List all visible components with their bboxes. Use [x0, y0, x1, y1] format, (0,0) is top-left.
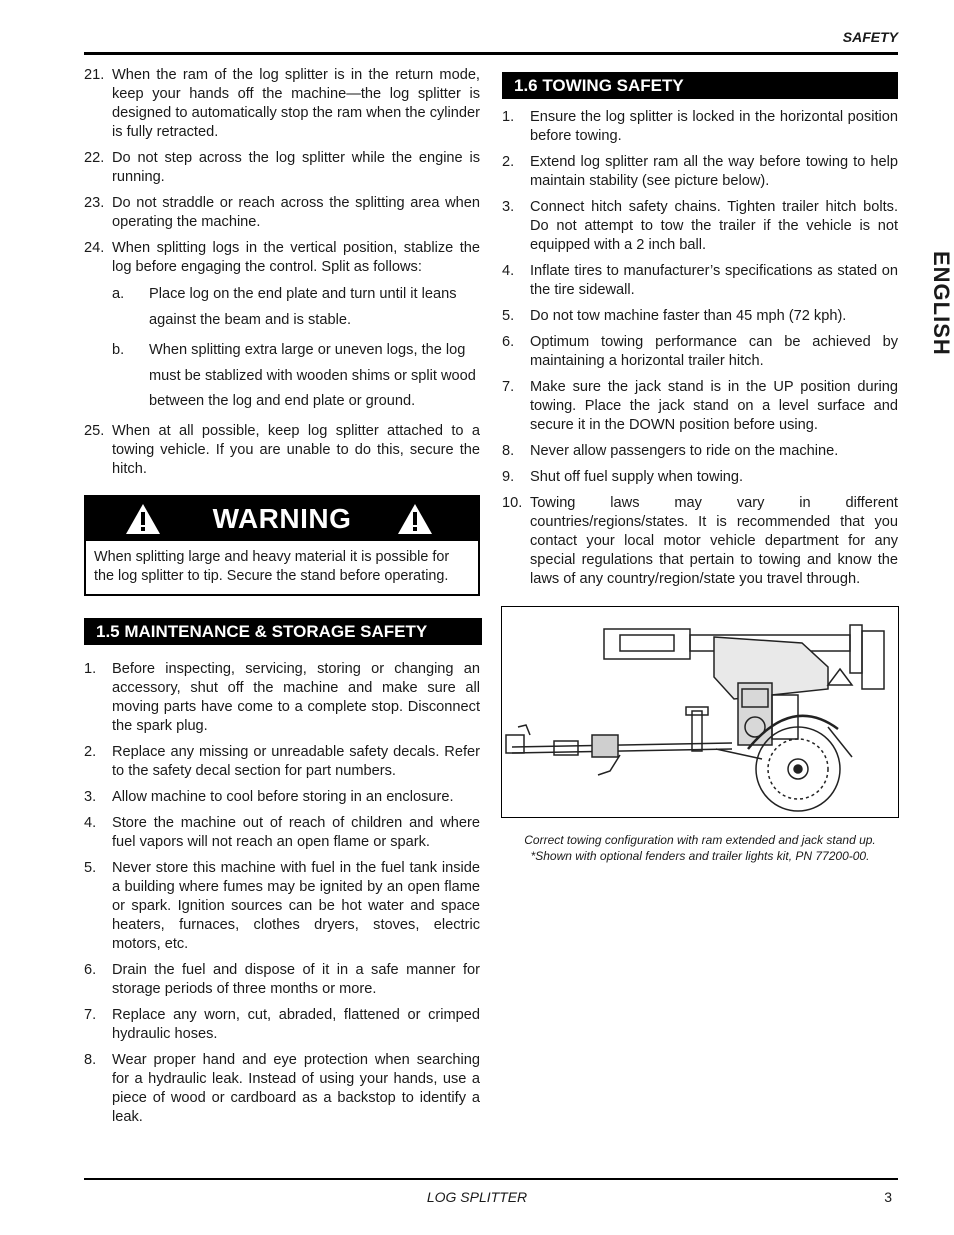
list-item: 2. Replace any missing or unreadable safety decals. Refer to the safety decal section for part numbers.: [84, 743, 480, 779]
right-column: [502, 72, 898, 596]
figure-caption: [501, 832, 899, 864]
list-item: 10. Towing laws may vary in different countries/regions/states. It is recommended that you contact your local motor vehicle department for any special regulations that pertain to towing and know the laws of any country/region/state you travel through.: [502, 495, 898, 587]
warning-box: [84, 495, 480, 596]
header-section-label: SAFETY: [842, 29, 898, 45]
safety-list-continued: [84, 66, 480, 479]
list-item: 25. When at all possible, keep log splitter attached to a towing vehicle. If you are unable to do this, secure the hitch.: [84, 422, 480, 477]
footer-title: LOG SPLITTER: [426, 1189, 528, 1205]
list-item: 9. Shut off fuel supply when towing.: [502, 469, 744, 485]
maintenance-list: [84, 660, 480, 1127]
list-item: 3. Allow machine to cool before storing in an enclosure.: [84, 788, 454, 805]
left-column: [84, 66, 480, 1134]
list-item: 8. Wear proper hand and eye protection when searching for a hydraulic leak. Instead of using your hands, use a piece of wood or cardboard as a backstop to identify a leak.: [84, 1051, 480, 1125]
sub-list-item: b. When splitting extra large or uneven logs, the log must be stablized with wooden shims or split wood between the log and end plate or ground.: [112, 342, 476, 409]
page-number: 3: [884, 1189, 892, 1205]
towing-list: [502, 108, 898, 589]
sub-list: [112, 282, 480, 415]
warning-header: [86, 497, 478, 541]
figure-caption-line: *Shown with optional fenders and trailer lights kit, PN 77200-00.: [530, 849, 870, 863]
list-item: 2. Extend log splitter ram all the way before towing to help maintain stability (see picture below).: [502, 154, 898, 189]
list-item: 1. Before inspecting, servicing, storing or changing an accessory, shut off the machine and make sure all moving parts have come to a complete stop. Disconnect the spark plug.: [84, 660, 480, 734]
list-item: 23. Do not straddle or reach across the splitting area when operating the machine.: [84, 195, 480, 230]
list-item: 5. Do not tow machine faster than 45 mph (72 kph).: [502, 308, 847, 324]
header-rule: [84, 52, 898, 55]
list-item: 7. Make sure the jack stand is in the UP position during towing. Place the jack stand on a level surface and secure it in the DOWN position before using.: [502, 379, 898, 433]
list-item: 3. Connect hitch safety chains. Tighten trailer hitch bolts. Do not attempt to tow the trailer if the vehicle is not equipped with a 2 inch ball.: [502, 199, 898, 253]
warning-text: When splitting large and heavy material it is possible for the log splitter to tip. Secure the stand before operating.: [94, 548, 450, 584]
figure-caption-line: Correct towing configuration with ram extended and jack stand up.: [524, 833, 876, 847]
list-item: 6. Optimum towing performance can be achieved by maintaining a horizontal trailer hitch.: [502, 334, 898, 369]
warning-triangle-icon: [396, 502, 434, 536]
towing-section-title: 1.6 TOWING SAFETY: [502, 72, 898, 99]
list-item: 1. Ensure the log splitter is locked in the horizontal position before towing.: [502, 109, 898, 144]
list-item: 24. When splitting logs in the vertical position, stablize the log before engaging the control. Split as follows: a. Place log on the end plate and turn until it leans against the beam and is stable. b. When splitting extra large or uneven logs, the log must be stablized with wooden shims or split wood between the log and end plate or ground.: [84, 239, 480, 415]
list-item: 8. Never allow passengers to ride on the machine.: [502, 443, 839, 459]
footer-rule: [84, 1178, 898, 1180]
list-item: 5. Never store this machine with fuel in the fuel tank inside a building where fumes may be ignited by an open flame or spark. Ignition sources can be hot water and space heaters, furnaces, clothes dryers, stoves, electric motors, etc.: [84, 859, 480, 952]
list-item: 4. Store the machine out of reach of children and where fuel vapors will not reach an open flame or spark.: [84, 814, 480, 850]
list-item: 7. Replace any worn, cut, abraded, flattened or crimped hydraulic hoses.: [84, 1006, 480, 1042]
towing-configuration-figure: [501, 606, 899, 818]
list-item: 22. Do not step across the log splitter while the engine is running.: [84, 150, 480, 185]
list-item: 6. Drain the fuel and dispose of it in a safe manner for storage periods of three months or more.: [84, 961, 480, 997]
warning-title: WARNING: [212, 502, 352, 534]
list-item: 4. Inflate tires to manufacturer’s specifications as stated on the tire sidewall.: [502, 263, 898, 298]
sub-list-item: a. Place log on the end plate and turn until it leans against the beam and is stable.: [112, 286, 457, 328]
maintenance-section-title: 1.5 MAINTENANCE & STORAGE SAFETY: [84, 618, 482, 645]
log-splitter-illustration: [502, 607, 898, 817]
language-side-tab: ENGLISH: [929, 251, 954, 356]
warning-triangle-icon: [124, 502, 162, 536]
list-item: 21. When the ram of the log splitter is in the return mode, keep your hands off the machine—the log splitter is designed to automatically stop the ram when the cylinder is fully retracted.: [84, 67, 480, 140]
